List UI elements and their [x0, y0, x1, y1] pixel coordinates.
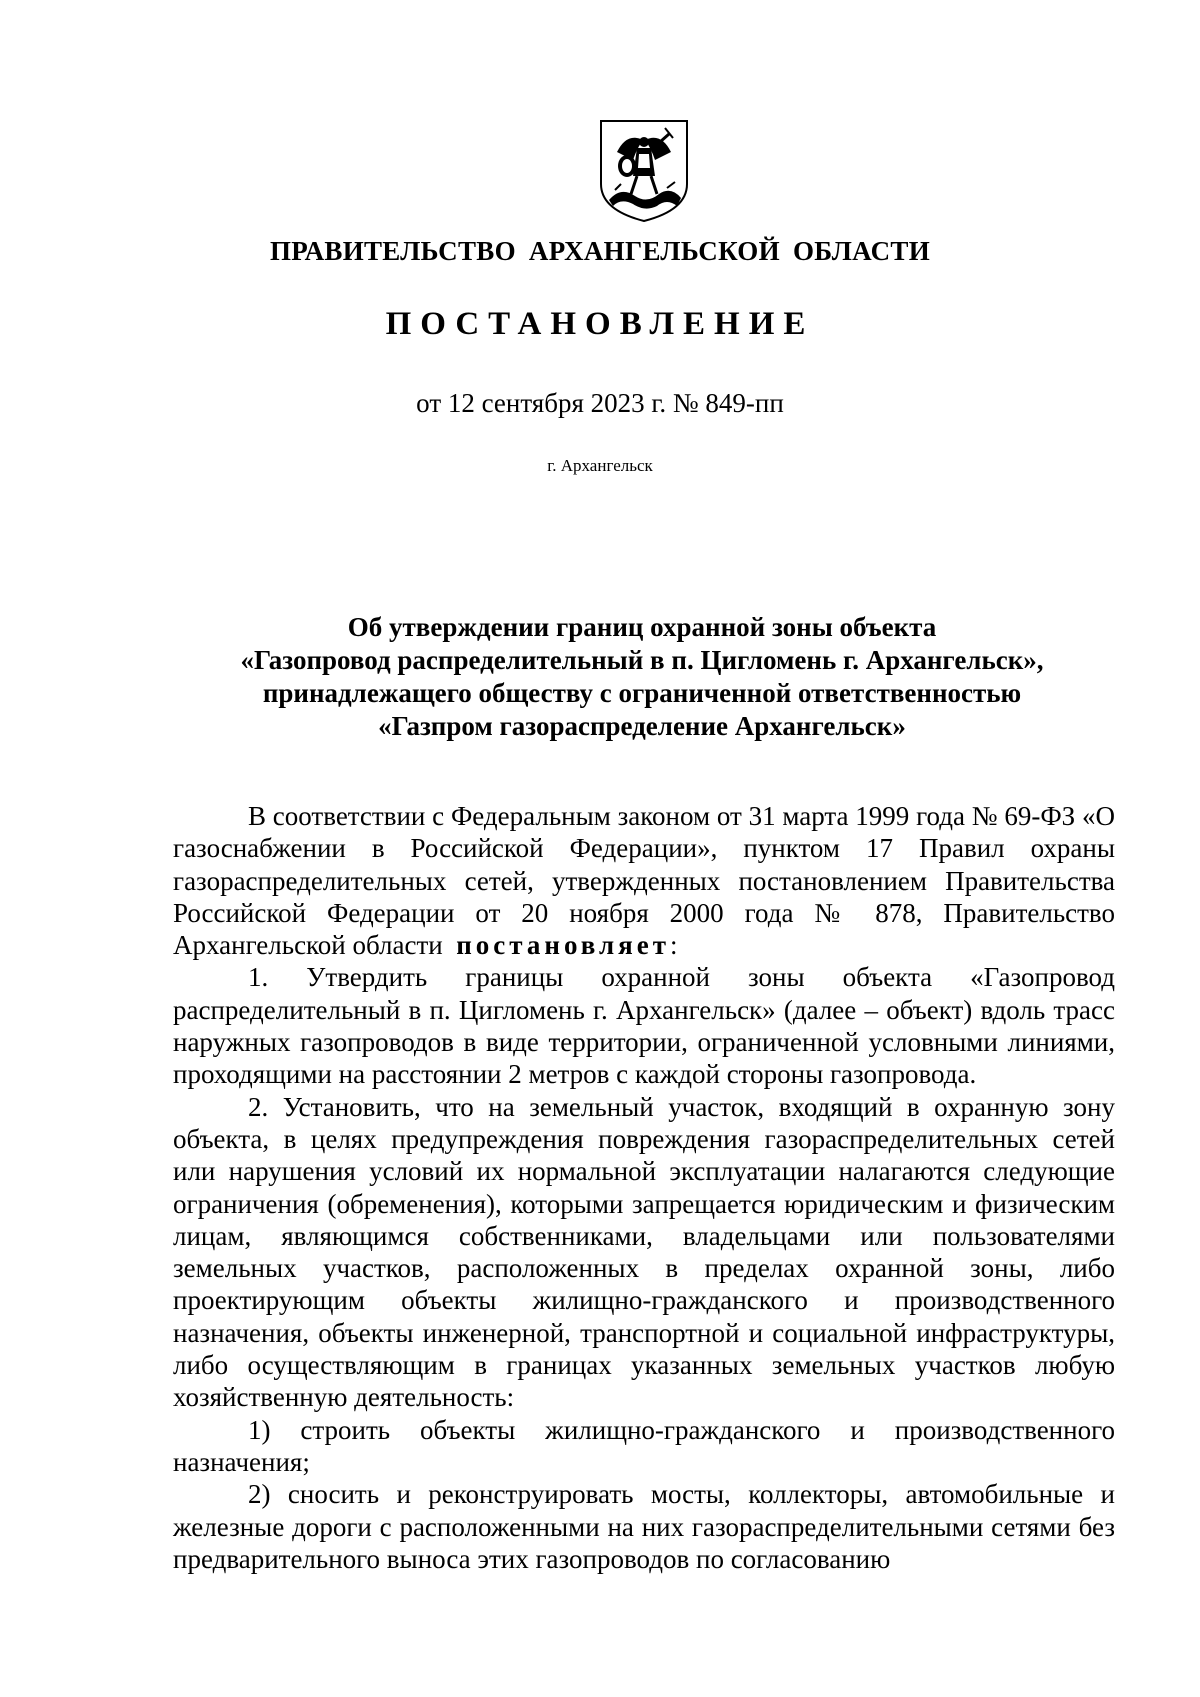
intro-paragraph: [173, 800, 1115, 961]
item-1-paragraph: 1. Утвердить границы охранной зоны объекта «Газопровод распределительный в п. Цигломень г. Архангельск» (далее – объект) вдоль трасс наружных газопроводов в виде территории, ограниченной условными линиями, проходящими на расстоянии 2 метров с каждой стороны газопровода.: [173, 962, 1115, 1090]
subject-line: Об утверждении границ охранной зоны объекта: [347, 612, 937, 642]
document-body: [173, 800, 1115, 1575]
government-title: ПРАВИТЕЛЬСТВО АРХАНГЕЛЬСКОЙ ОБЛАСТИ: [269, 236, 931, 266]
item-2-paragraph: 2. Установить, что на земельный участок, входящий в охранную зону объекта, в целях предупреждения повреждения газораспределительных сетей или нарушения условий их нормальной эксплуатации налагаются следующие ограничения (обременения), которыми запрещается юридическим и физическим лицам, являющимся собственниками, владельцами или пользователями земельных участков, расположенных в пределах охранной зоны, либо проектирующим объекты жилищно-гражданского и производственного назначения, объекты инженерной, транспортной и социальной инфраструктуры, либо осуществляющим в границах указанных земельных участков любую хозяйственную деятельность:: [173, 1091, 1115, 1413]
subitem-1-paragraph: 1) строить объекты жилищно-гражданского и производственного назначения;: [173, 1414, 1115, 1477]
document-city: г. Архангельск: [547, 456, 653, 475]
document-type: ПОСТАНОВЛЕНИЕ: [385, 306, 815, 342]
subject-line: «Газпром газораспределение Архангельск»: [378, 711, 906, 741]
decree-colon: :: [670, 930, 678, 961]
decree-word: постановляет: [456, 930, 670, 961]
subject-line: «Газопровод распределительный в п. Цигломень г. Архангельск»,: [240, 645, 1044, 675]
subject-line: принадлежащего обществу с ограниченной ответственностью: [262, 678, 1022, 708]
subitem-2-paragraph: 2) сносить и реконструировать мосты, коллекторы, автомобильные и железные дороги с расположенными на них газораспределительными сетями без предварительного выноса этих газопроводов по согласованию: [173, 1479, 1115, 1574]
intro-text: В соответствии с Федеральным законом от 31 марта 1999 года № 69-ФЗ «О газоснабжении в Российской Федерации», пунктом 17 Правил охраны газораспределительных сетей, утвержденных постановлением Правительства Российской Федерации от 20 ноября 2000 года № 878, Правительство Архангельской области: [173, 801, 1115, 961]
coat-of-arms-emblem: [597, 118, 691, 224]
document-subject: [170, 611, 1114, 743]
document-date-number: от 12 сентября 2023 г. № 849-пп: [416, 388, 784, 418]
